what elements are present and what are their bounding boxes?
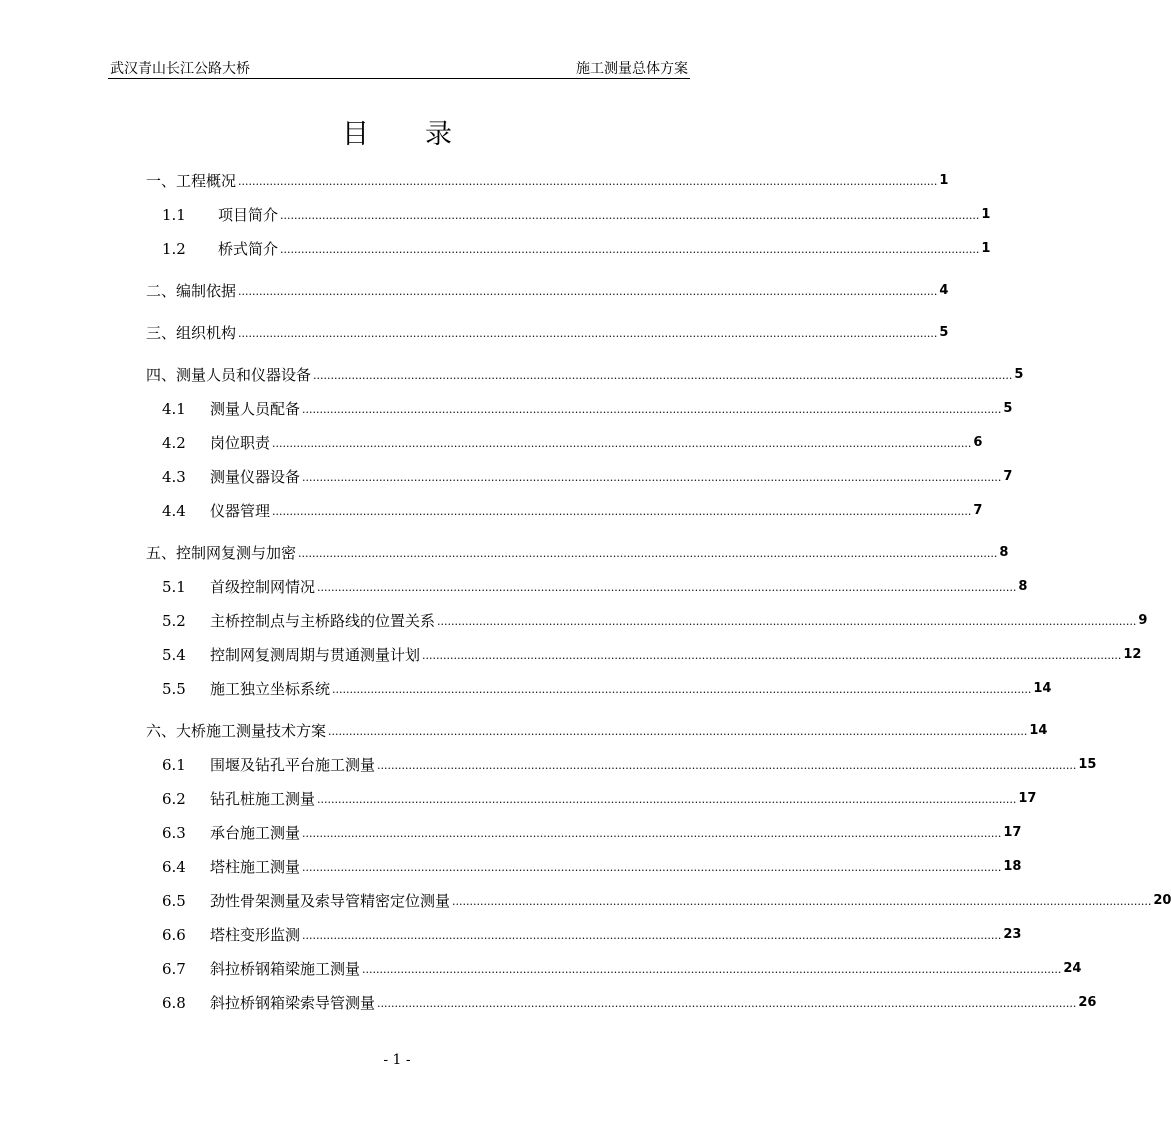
toc-entry-label: 桥式简介 <box>218 240 279 258</box>
toc-dot-leader: ........................................................................................................................................................................................................ <box>302 827 1002 840</box>
toc-entry-label: 五、控制网复测与加密 <box>146 544 297 562</box>
page-title: 目录 <box>342 119 508 150</box>
toc-entry[interactable] <box>162 886 1171 910</box>
toc-entry-label: 测量人员配备 <box>210 400 301 418</box>
toc-entry-label: 一、工程概况 <box>146 172 237 190</box>
header-document-name: 施工测量总体方案 <box>576 61 688 77</box>
toc-entry-label: 围堰及钻孔平台施工测量 <box>210 756 376 774</box>
toc-dot-leader: ........................................................................................................................................................................................................ <box>317 581 1017 594</box>
toc-entry-title <box>146 282 236 300</box>
toc-entry-title <box>162 858 300 876</box>
toc-entry-number: 6.7 <box>162 960 186 978</box>
toc-entry-page: 7 <box>973 503 983 518</box>
toc-entry-page: 5 <box>1014 367 1024 382</box>
toc-dot-leader: ........................................................................................................................................................................................................ <box>238 175 938 188</box>
toc-entry[interactable] <box>162 394 1013 418</box>
toc-entry[interactable] <box>162 200 991 224</box>
toc-entry-page: 8 <box>999 545 1009 560</box>
toc-entry[interactable] <box>162 606 1148 630</box>
toc-entry-title <box>146 324 236 342</box>
toc-dot-leader: ........................................................................................................................................................................................................ <box>238 285 938 298</box>
toc-entry-label: 测量仪器设备 <box>210 468 301 486</box>
toc-dot-leader: ........................................................................................................................................................................................................ <box>422 649 1122 662</box>
toc-entry-title <box>162 790 315 808</box>
toc-entry[interactable] <box>146 318 949 342</box>
toc-entry-number: 4.2 <box>162 434 186 452</box>
toc-entry-number: 6.5 <box>162 892 186 910</box>
toc-entry-title <box>162 502 270 520</box>
toc-entry-label: 岗位职责 <box>210 434 271 452</box>
toc-entry-page: 6 <box>973 435 983 450</box>
toc-entry[interactable] <box>162 750 1097 774</box>
page-number: - 1 - <box>383 1052 411 1068</box>
toc-dot-leader: ........................................................................................................................................................................................................ <box>238 327 938 340</box>
toc-entry-page: 23 <box>1003 927 1022 942</box>
toc-entry-title <box>146 172 236 190</box>
toc-entry-label: 塔柱变形监测 <box>210 926 301 944</box>
toc-entry[interactable] <box>146 166 949 190</box>
toc-entry[interactable] <box>146 276 949 300</box>
toc-entry-title <box>162 434 270 452</box>
toc-entry-page: 17 <box>1018 791 1037 806</box>
toc-entry-number: 6.3 <box>162 824 186 842</box>
toc-entry-title <box>162 960 360 978</box>
toc-entry-title <box>162 824 300 842</box>
toc-dot-leader: ........................................................................................................................................................................................................ <box>302 861 1002 874</box>
toc-entry-page: 14 <box>1029 723 1048 738</box>
header-project-name: 武汉青山长江公路大桥 <box>110 61 250 77</box>
toc-dot-leader: ........................................................................................................................................................................................................ <box>362 963 1062 976</box>
toc-entry-label: 承台施工测量 <box>210 824 301 842</box>
toc-entry-title <box>162 926 300 944</box>
toc-entry-page: 5 <box>939 325 949 340</box>
toc-entry[interactable] <box>146 360 1024 384</box>
toc-entry[interactable] <box>162 784 1037 808</box>
toc-dot-leader: ........................................................................................................................................................................................................ <box>377 759 1077 772</box>
toc-dot-leader: ........................................................................................................................................................................................................ <box>332 683 1032 696</box>
toc-entry-page: 9 <box>1138 613 1148 628</box>
toc-entry[interactable] <box>162 818 1022 842</box>
toc-entry[interactable] <box>162 462 1013 486</box>
toc-entry-title <box>146 366 311 384</box>
toc-entry-label: 仪器管理 <box>210 502 271 520</box>
toc-entry-label: 六、大桥施工测量技术方案 <box>146 722 327 740</box>
toc-entry-label: 施工独立坐标系统 <box>210 680 331 698</box>
toc-entry-title <box>162 206 278 224</box>
toc-entry-number: 4.4 <box>162 502 186 520</box>
toc-dot-leader: ........................................................................................................................................................................................................ <box>272 437 972 450</box>
toc-entry-page: 12 <box>1123 647 1142 662</box>
toc-dot-leader: ........................................................................................................................................................................................................ <box>328 725 1028 738</box>
toc-entry-title <box>162 400 300 418</box>
toc-dot-leader: ........................................................................................................................................................................................................ <box>272 505 972 518</box>
toc-entry-title <box>162 680 330 698</box>
toc-entry-title <box>146 722 326 740</box>
toc-entry[interactable] <box>162 496 983 520</box>
toc-entry-page: 15 <box>1078 757 1097 772</box>
toc-entry-page: 4 <box>939 283 949 298</box>
toc-entry[interactable] <box>162 674 1052 698</box>
toc-entry-number: 6.2 <box>162 790 186 808</box>
toc-entry-title <box>162 756 375 774</box>
toc-dot-leader: ........................................................................................................................................................................................................ <box>437 615 1137 628</box>
toc-entry-number: 5.1 <box>162 578 186 596</box>
toc-entry-label: 劲性骨架测量及索导管精密定位测量 <box>210 892 451 910</box>
toc-entry-title <box>162 994 375 1012</box>
toc-entry[interactable] <box>162 954 1082 978</box>
toc-entry-page: 14 <box>1033 681 1052 696</box>
toc-entry-page: 1 <box>939 173 949 188</box>
toc-dot-leader: ........................................................................................................................................................................................................ <box>302 929 1002 942</box>
toc-entry-label: 主桥控制点与主桥路线的位置关系 <box>210 612 436 630</box>
toc-dot-leader: ........................................................................................................................................................................................................ <box>313 369 1013 382</box>
toc-entry-title <box>162 612 435 630</box>
toc-entry-page: 5 <box>1003 401 1013 416</box>
toc-entry-page: 8 <box>1018 579 1028 594</box>
toc-entry-page: 26 <box>1078 995 1097 1010</box>
toc-entry-label: 控制网复测周期与贯通测量计划 <box>210 646 421 664</box>
toc-entry[interactable] <box>162 852 1022 876</box>
toc-entry-number: 1.2 <box>162 240 186 258</box>
toc-dot-leader: ........................................................................................................................................................................................................ <box>280 209 980 222</box>
toc-entry-title <box>162 892 450 910</box>
toc-dot-leader: ........................................................................................................................................................................................................ <box>302 471 1002 484</box>
toc-entry-number: 4.3 <box>162 468 186 486</box>
toc-entry-page: 1 <box>981 207 991 222</box>
toc-entry[interactable] <box>146 716 1048 740</box>
toc-entry-number: 6.4 <box>162 858 186 876</box>
toc-entry-title <box>162 646 420 664</box>
toc-entry[interactable] <box>162 988 1097 1012</box>
toc-dot-leader: ........................................................................................................................................................................................................ <box>452 895 1152 908</box>
toc-dot-leader: ........................................................................................................................................................................................................ <box>298 547 998 560</box>
toc-entry-title <box>162 578 315 596</box>
toc-entry-number: 4.1 <box>162 400 186 418</box>
toc-entry-number: 5.2 <box>162 612 186 630</box>
toc-entry-number: 5.5 <box>162 680 186 698</box>
toc-entry-label: 三、组织机构 <box>146 324 237 342</box>
toc-entry-page: 24 <box>1063 961 1082 976</box>
toc-entry-label: 四、测量人员和仪器设备 <box>146 366 312 384</box>
toc-dot-leader: ........................................................................................................................................................................................................ <box>302 403 1002 416</box>
toc-entry-page: 7 <box>1003 469 1013 484</box>
toc-entry-label: 塔柱施工测量 <box>210 858 301 876</box>
toc-dot-leader: ........................................................................................................................................................................................................ <box>377 997 1077 1010</box>
toc-entry-number: 6.6 <box>162 926 186 944</box>
toc-entry-number: 5.4 <box>162 646 186 664</box>
toc-entry-label: 二、编制依据 <box>146 282 237 300</box>
toc-entry[interactable] <box>162 572 1028 596</box>
toc-entry-number: 6.8 <box>162 994 186 1012</box>
toc-entry-page: 18 <box>1003 859 1022 874</box>
toc-entry[interactable] <box>162 640 1142 664</box>
toc-entry-page: 17 <box>1003 825 1022 840</box>
toc-entry-label: 首级控制网情况 <box>210 578 316 596</box>
toc-entry[interactable] <box>162 428 983 452</box>
toc-entry[interactable] <box>162 234 991 258</box>
toc-entry-number: 1.1 <box>162 206 186 224</box>
toc-entry[interactable] <box>162 920 1022 944</box>
toc-entry-label: 项目简介 <box>218 206 279 224</box>
toc-entry-label: 钻孔桩施工测量 <box>210 790 316 808</box>
toc-entry-number: 6.1 <box>162 756 186 774</box>
toc-entry-page: 20 <box>1153 893 1171 908</box>
toc-entry[interactable] <box>146 538 1009 562</box>
toc-entry-title <box>162 468 300 486</box>
toc-dot-leader: ........................................................................................................................................................................................................ <box>317 793 1017 806</box>
toc-entry-page: 1 <box>981 241 991 256</box>
toc-entry-title <box>162 240 278 258</box>
toc-dot-leader: ........................................................................................................................................................................................................ <box>280 243 980 256</box>
toc-entry-title <box>146 544 296 562</box>
toc-entry-label: 斜拉桥钢箱梁施工测量 <box>210 960 361 978</box>
toc-entry-label: 斜拉桥钢箱梁索导管测量 <box>210 994 376 1012</box>
